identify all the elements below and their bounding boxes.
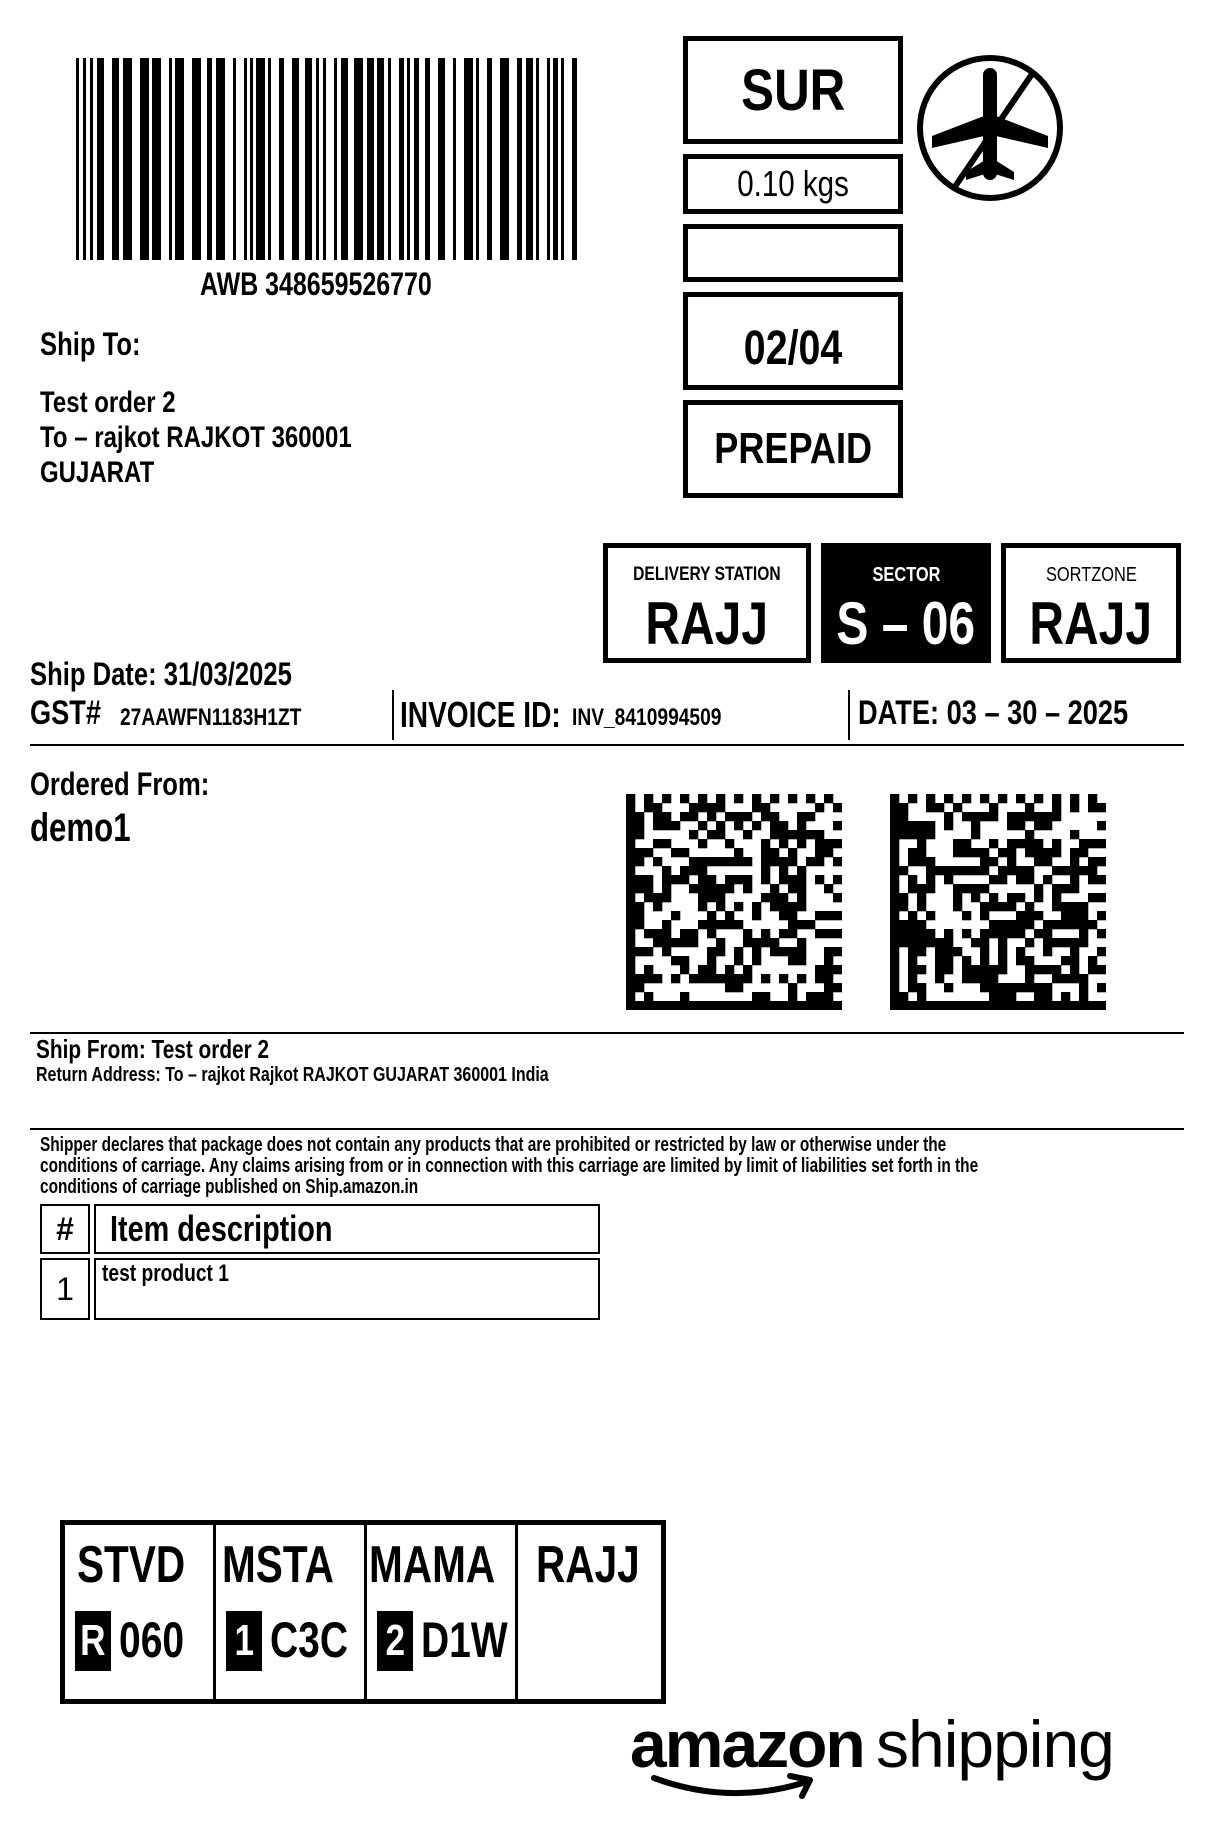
return-address: Return Address: To – rajkot Rajkot RAJKOT GUJARAT 360001 India xyxy=(36,1064,549,1086)
datamatrix-code-2 xyxy=(890,794,1106,1010)
ship-from: Ship From: Test order 2 xyxy=(36,1034,270,1064)
date-code-box: 02/04 xyxy=(683,292,903,390)
divider-1 xyxy=(392,690,394,740)
disclaimer-line-1: Shipper declares that package does not contain any products that are prohibited or restricted by law or otherwise under the xyxy=(40,1134,947,1156)
payment-box: PREPAID xyxy=(683,400,903,498)
weight-box: 0.10 kgs xyxy=(683,154,903,214)
ordered-from-value: demo1 xyxy=(30,806,131,850)
divider-2 xyxy=(848,690,850,740)
amazon-smile-icon xyxy=(650,1772,826,1804)
rule-disclaimer xyxy=(30,1128,1184,1130)
ship-to-name: Test order 2 xyxy=(40,386,176,419)
sort-cell-4: RAJJ xyxy=(536,1536,640,1594)
gst-label: GST# xyxy=(30,694,102,732)
blank-box xyxy=(683,224,903,282)
sort-code-grid xyxy=(60,1520,666,1704)
invoice-value: INV_8410994509 xyxy=(572,704,722,731)
ship-to-address: To – rajkot RAJKOT 360001 xyxy=(40,421,352,454)
items-row-num-cell: 1 xyxy=(40,1258,90,1320)
awb-number: AWB 348659526770 xyxy=(200,266,432,302)
service-box: SUR xyxy=(683,36,903,144)
gst-value: 27AAWFN1183H1ZT xyxy=(120,704,302,731)
disclaimer-line-3: conditions of carriage published on Ship.amazon.in xyxy=(40,1176,419,1198)
sector-box: SECTOR S – 06 xyxy=(821,543,991,663)
invoice-date: DATE: 03 – 30 – 2025 xyxy=(858,694,1129,732)
ship-to-heading: Ship To: xyxy=(40,326,141,362)
ordered-from-heading: Ordered From: xyxy=(30,766,210,802)
sort-cell-1: STVD R 060 xyxy=(65,1525,216,1699)
rule-top xyxy=(30,744,1184,746)
no-air-shipping-icon xyxy=(914,52,1066,204)
items-header-num-cell: # xyxy=(40,1204,90,1254)
delivery-station-box: DELIVERY STATION RAJJ xyxy=(603,543,811,663)
disclaimer-line-2: conditions of carriage. Any claims arising from or in connection with this carriage are limited by limit of liabilities set forth in the xyxy=(40,1155,979,1177)
items-row-desc-cell: test product 1 xyxy=(94,1258,600,1320)
ship-to-state: GUJARAT xyxy=(40,456,155,489)
sortzone-box: SORTZONE RAJJ xyxy=(1001,543,1181,663)
datamatrix-code-1 xyxy=(626,794,842,1010)
amazon-shipping-logo: amazon shipping xyxy=(630,1706,1170,1806)
items-header-desc-cell: Item description xyxy=(94,1204,600,1254)
invoice-label: INVOICE ID: xyxy=(400,694,561,735)
ship-date: Ship Date: 31/03/2025 xyxy=(30,656,292,692)
sort-cell-3: MAMA 2 D1W xyxy=(367,1525,518,1699)
sort-cell-2: MSTA 1 C3C xyxy=(216,1525,367,1699)
awb-barcode xyxy=(74,58,582,260)
